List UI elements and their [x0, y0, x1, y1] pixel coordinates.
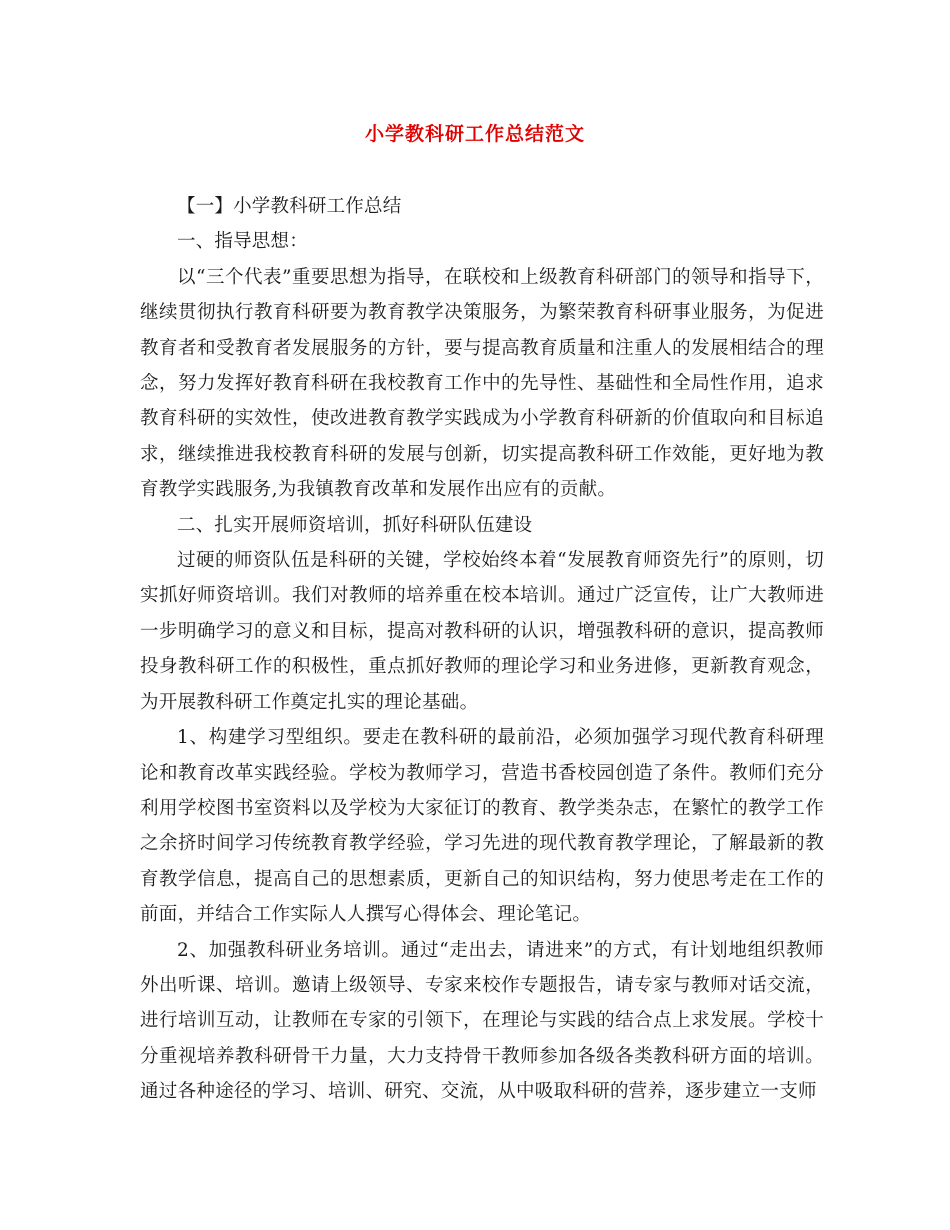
section-heading-part-one: 【一】小学教科研工作总结 [177, 196, 402, 217]
section-heading-guiding-ideology: 一、指导思想： [177, 231, 308, 253]
paragraph-guiding-ideology: 以“三个代表”重要思想为指导，在联校和上级教育科研部门的领导和指导下，继续贯彻执行教育科研要为教育教学决策服务，为繁荣教育科研事业服务，为促进教育者和受教育者发展服务的方针，要与提高教育质量和注重人的发展相结合的理念，努力发挥好教育科研在我校教育工作中的先导性、基础性和全局性作用，追求教育科研的实效性，使改进教育教学实践成为小学教育科研新的价值取向和目标追求，继续推进我校教育科研的发展与创新，切实提高教科研工作效能，更好地为教育教学实践服务,为我镇教育改革和发展作出应有的贡献。 [140, 266, 824, 501]
paragraph-teacher-training: 过硬的师资队伍是科研的关键，学校始终本着“发展教育师资先行”的原则，切实抓好师资培训。我们对教师的培养重在校本培训。通过广泛宣传，让广大教师进一步明确学习的意义和目标，提高对教科研的认识，增强教科研的意识，提高教师投身教科研工作的积极性，重点抓好教师的理论学习和业务进修，更新教育观念，为开展教科研工作奠定扎实的理论基础。 [140, 550, 824, 713]
document-body [140, 189, 824, 1110]
section-heading-teacher-training: 二、扎实开展师资培训，抓好科研队伍建设 [177, 514, 533, 536]
paragraph-learning-organization: 1、构建学习型组织。要走在教科研的最前沿，必须加强学习现代教育科研理论和教育改革实践经验。学校为教师学习，营造书香校园创造了条件。教师们充分利用学校图书室资料以及学校为大家征订的教育、教学类杂志，在繁忙的教学工作之余挤时间学习传统教育教学经验，学习先进的现代教育教学理论，了解最新的教育教学信息，提高自己的思想素质，更新自己的知识结构，努力使思考走在工作的前面，并结合工作实际人人撰写心得体会、理论笔记。 [140, 727, 824, 926]
paragraph-research-training: 2、加强教科研业务培训。通过“走出去，请进来”的方式，有计划地组织教师外出听课、培训。邀请上级领导、专家来校作专题报告，请专家与教师对话交流，进行培训互动，让教师在专家的引领下，在理论与实践的结合点上求发展。学校十分重视培养教科研骨干力量，大力支持骨干教师参加各级各类教科研方面的培训。通过各种途径的学习、培训、研究、交流，从中吸取科研的营养，逐步建立一支师 [140, 939, 824, 1103]
document-title: 小学教科研工作总结范文 [364, 123, 585, 145]
